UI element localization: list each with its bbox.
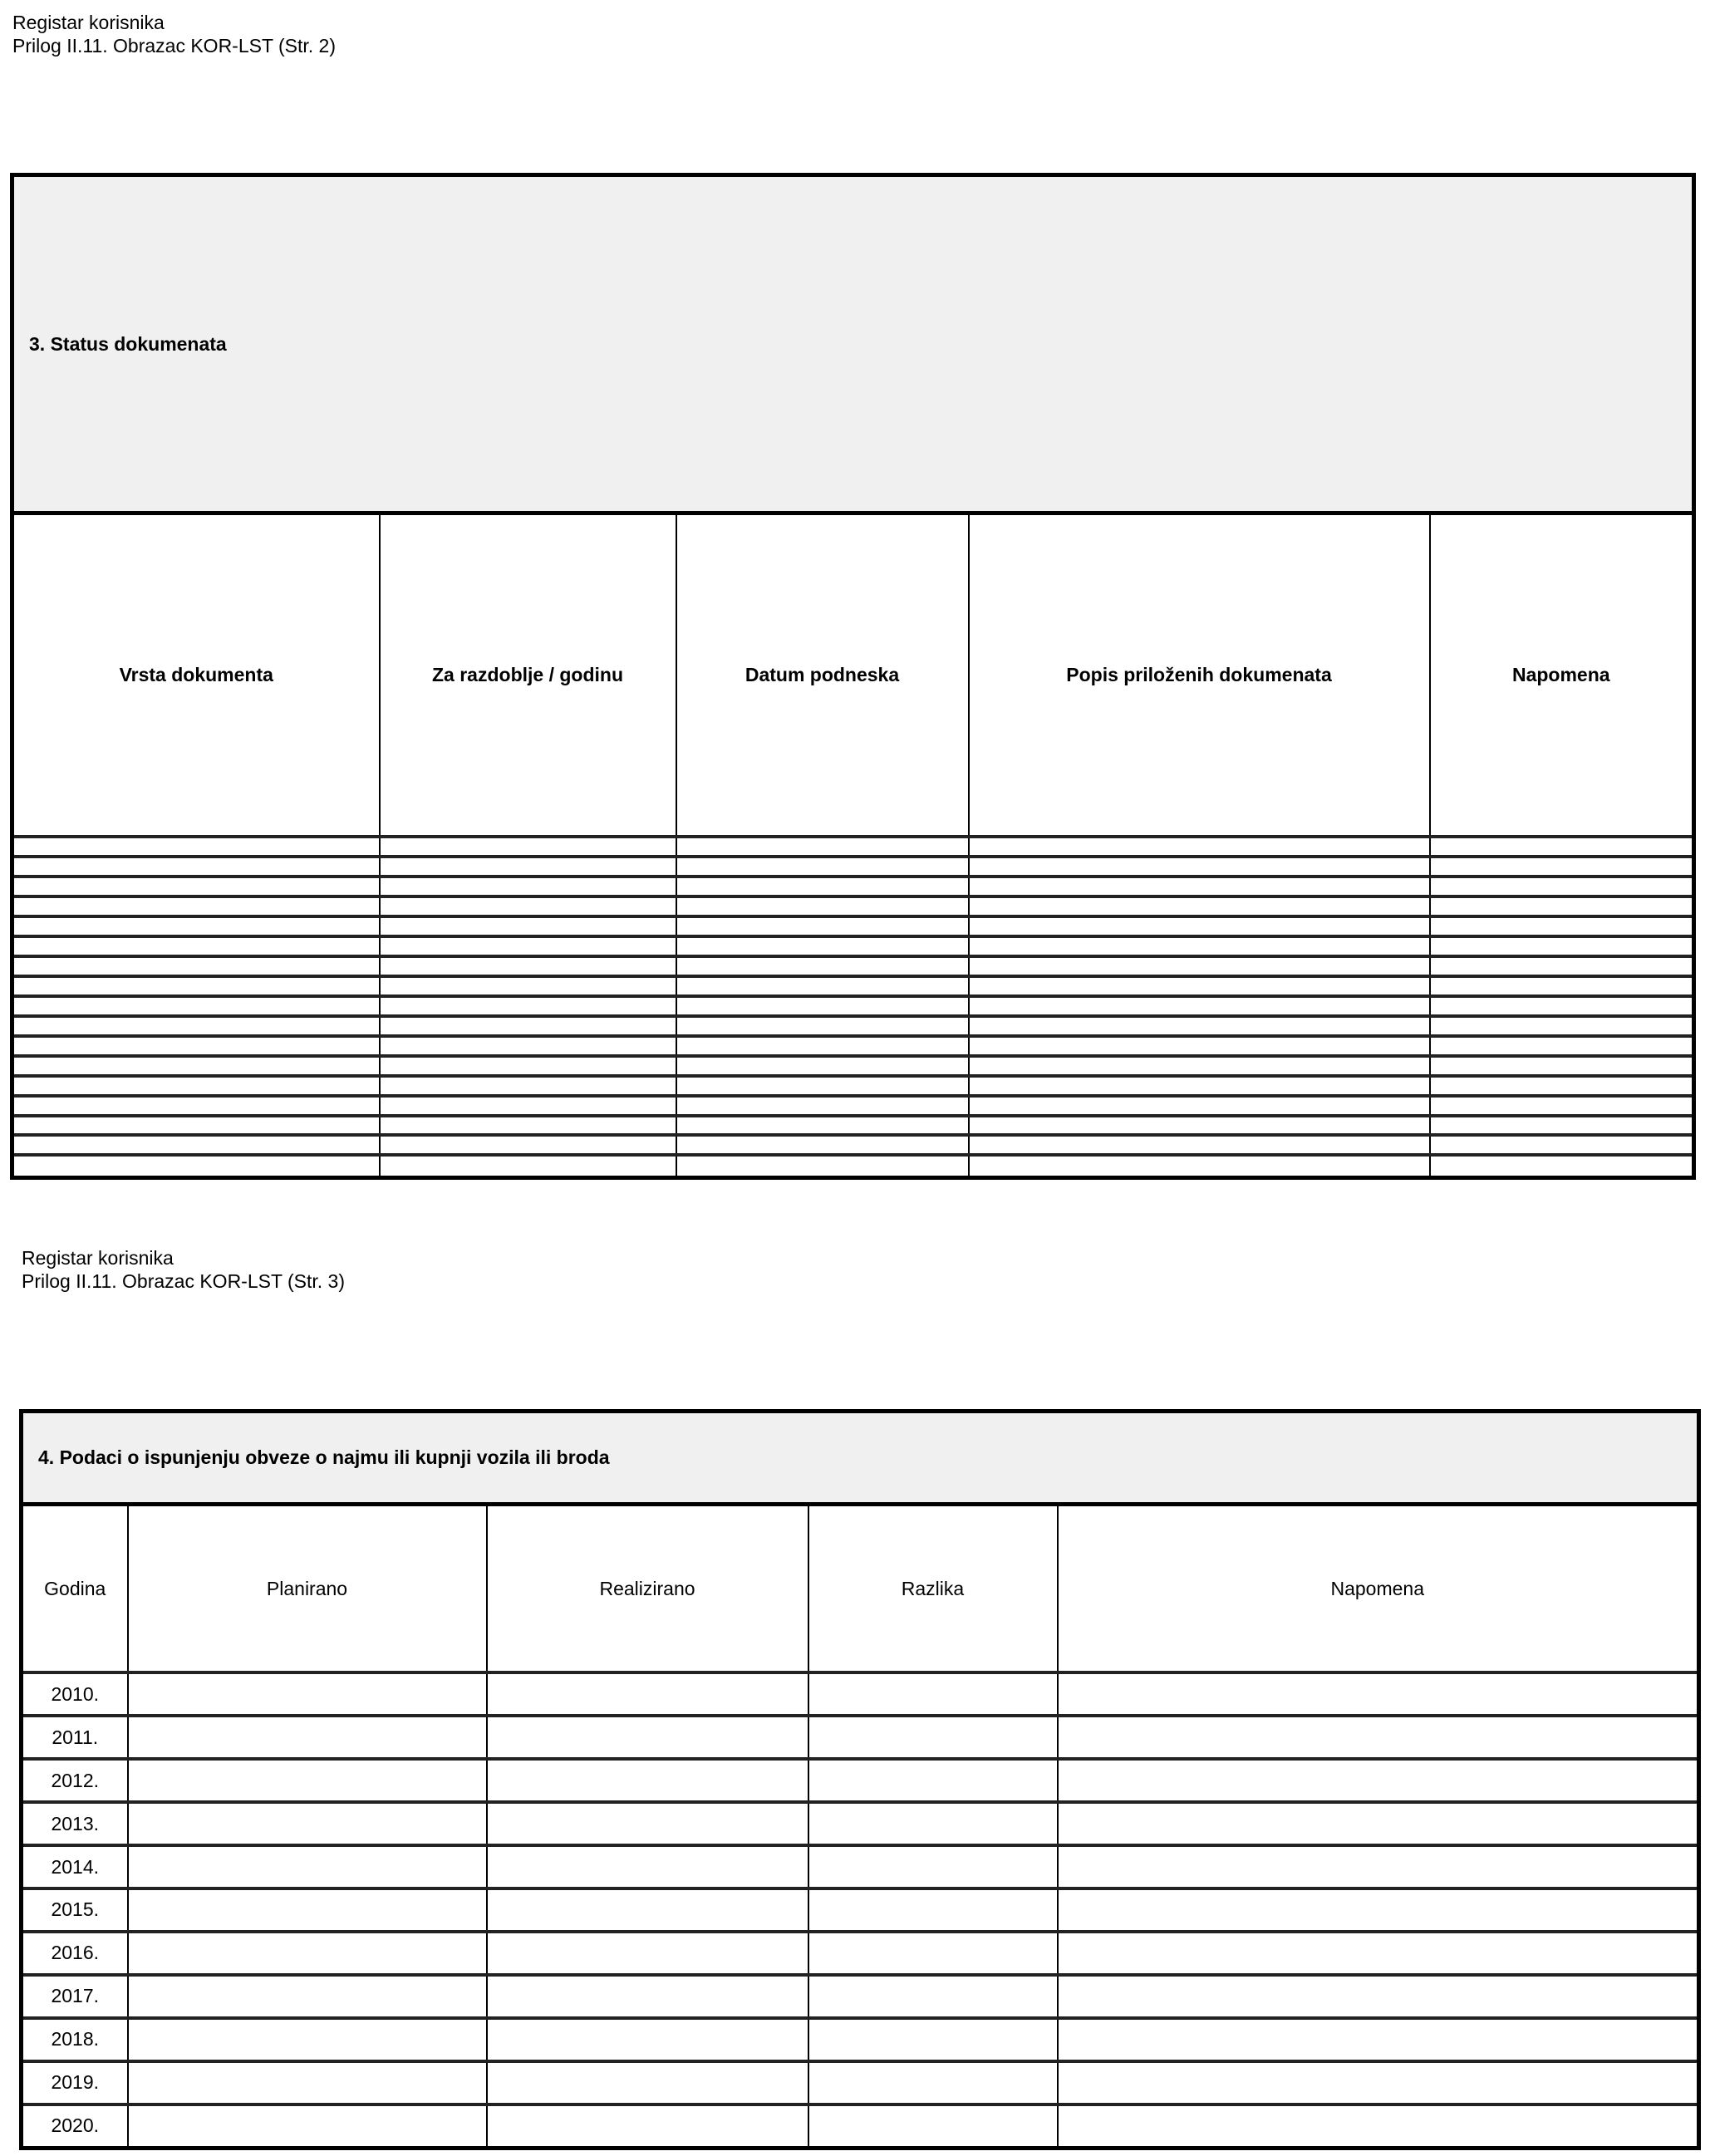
cell-popis-priloz-enih-dokumenata[interactable] [969,956,1430,976]
cell-planirano[interactable] [128,2061,487,2104]
register-label: Registar korisnika [12,12,165,33]
ispunjenje-obveze-table [19,1409,1701,2150]
cell-realizirano[interactable] [487,1759,808,1802]
table-row [22,1716,1699,1759]
cell-vrsta-dokumenta[interactable] [12,936,380,956]
table-row [22,2104,1699,2149]
cell-razlika[interactable] [808,1716,1058,1759]
cell-za-razdoblje-godinu[interactable] [380,1155,676,1177]
cell-vrsta-dokumenta[interactable] [12,916,380,936]
cell-planirano[interactable] [128,1759,487,1802]
cell-vrsta-dokumenta[interactable] [12,1056,380,1076]
cell-za-razdoblje-godinu[interactable] [380,996,676,1016]
cell-planirano[interactable] [128,1845,487,1888]
cell-popis-priloz-enih-dokumenata[interactable] [969,936,1430,956]
cell-napomena[interactable] [1430,1076,1694,1096]
register-label: Registar korisnika [22,1247,174,1269]
table-row [12,877,1694,896]
cell-vrsta-dokumenta[interactable] [12,1076,380,1096]
cell-popis-priloz-enih-dokumenata[interactable] [969,1135,1430,1155]
cell-razlika[interactable] [808,1802,1058,1845]
cell-popis-priloz-enih-dokumenata[interactable] [969,1016,1430,1036]
cell-napomena[interactable] [1058,2061,1699,2104]
cell-za-razdoblje-godinu[interactable] [380,857,676,877]
cell-za-razdoblje-godinu[interactable] [380,837,676,857]
cell-razlika[interactable] [808,1759,1058,1802]
cell-za-razdoblje-godinu[interactable] [380,1036,676,1056]
year-cell: 2016. [22,1932,128,1975]
section-title: 4. Podaci o ispunjenju obveze o najmu ili kupnji vozila ili broda [22,1412,1699,1505]
cell-popis-priloz-enih-dokumenata[interactable] [969,896,1430,916]
cell-popis-priloz-enih-dokumenata[interactable] [969,1036,1430,1056]
cell-za-razdoblje-godinu[interactable] [380,1096,676,1116]
cell-planirano[interactable] [128,1802,487,1845]
table-row [12,1016,1694,1036]
year-cell: 2012. [22,1759,128,1802]
cell-za-razdoblje-godinu[interactable] [380,1116,676,1136]
cell-razlika[interactable] [808,2061,1058,2104]
cell-napomena[interactable] [1430,877,1694,896]
cell-datum-podneska[interactable] [676,936,969,956]
table-row [12,956,1694,976]
table-row [12,837,1694,857]
column-header-popis-priloz-enih-dokumenata: Popis priloženih dokumenata [969,513,1430,837]
column-header-za-razdoblje-godinu: Za razdoblje / godinu [380,513,676,837]
cell-vrsta-dokumenta[interactable] [12,1135,380,1155]
column-header-razlika: Razlika [808,1505,1058,1673]
cell-popis-priloz-enih-dokumenata[interactable] [969,976,1430,996]
cell-vrsta-dokumenta[interactable] [12,1016,380,1036]
cell-razlika[interactable] [808,1845,1058,1888]
column-header-napomena: Napomena [1430,513,1694,837]
cell-datum-podneska[interactable] [676,1056,969,1076]
year-cell: 2013. [22,1802,128,1845]
cell-vrsta-dokumenta[interactable] [12,996,380,1016]
year-cell: 2020. [22,2104,128,2149]
cell-napomena[interactable] [1430,837,1694,857]
cell-popis-priloz-enih-dokumenata[interactable] [969,1096,1430,1116]
cell-popis-priloz-enih-dokumenata[interactable] [969,837,1430,857]
table-row [12,1155,1694,1177]
cell-realizirano[interactable] [487,2018,808,2061]
cell-napomena[interactable] [1058,1888,1699,1932]
cell-razlika[interactable] [808,2018,1058,2061]
cell-datum-podneska[interactable] [676,1155,969,1177]
cell-razlika[interactable] [808,1932,1058,1975]
cell-napomena[interactable] [1430,976,1694,996]
table-row [12,936,1694,956]
table-row [12,1116,1694,1136]
page-header-str3 [22,1246,345,1293]
column-header-vrsta-dokumenta: Vrsta dokumenta [12,513,380,837]
cell-datum-podneska[interactable] [676,1116,969,1136]
cell-vrsta-dokumenta[interactable] [12,1116,380,1136]
cell-za-razdoblje-godinu[interactable] [380,896,676,916]
cell-napomena[interactable] [1058,1975,1699,2018]
cell-realizirano[interactable] [487,1845,808,1888]
column-header-planirano: Planirano [128,1505,487,1673]
cell-napomena[interactable] [1058,1932,1699,1975]
table-row [12,896,1694,916]
cell-realizirano[interactable] [487,1888,808,1932]
cell-realizirano[interactable] [487,2061,808,2104]
cell-popis-priloz-enih-dokumenata[interactable] [969,916,1430,936]
table-row [22,2018,1699,2061]
table-row [22,2061,1699,2104]
cell-napomena[interactable] [1430,1036,1694,1056]
cell-datum-podneska[interactable] [676,976,969,996]
table-row [22,1975,1699,2018]
cell-napomena[interactable] [1058,1672,1699,1716]
table-row [22,1888,1699,1932]
cell-datum-podneska[interactable] [676,877,969,896]
cell-napomena[interactable] [1058,1845,1699,1888]
cell-planirano[interactable] [128,1975,487,2018]
cell-vrsta-dokumenta[interactable] [12,1096,380,1116]
status-dokumenata-table [10,173,1696,1180]
table-row [12,1135,1694,1155]
cell-napomena[interactable] [1430,916,1694,936]
cell-vrsta-dokumenta[interactable] [12,1155,380,1177]
cell-realizirano[interactable] [487,1802,808,1845]
cell-vrsta-dokumenta[interactable] [12,877,380,896]
cell-za-razdoblje-godinu[interactable] [380,976,676,996]
year-cell: 2017. [22,1975,128,2018]
cell-vrsta-dokumenta[interactable] [12,976,380,996]
cell-napomena[interactable] [1430,896,1694,916]
cell-datum-podneska[interactable] [676,996,969,1016]
cell-napomena[interactable] [1058,2104,1699,2149]
cell-napomena[interactable] [1430,996,1694,1016]
year-cell: 2014. [22,1845,128,1888]
cell-napomena[interactable] [1430,936,1694,956]
cell-datum-podneska[interactable] [676,1036,969,1056]
table-row [12,1036,1694,1056]
cell-realizirano[interactable] [487,1932,808,1975]
cell-popis-priloz-enih-dokumenata[interactable] [969,857,1430,877]
form-reference: Prilog II.11. Obrazac KOR-LST (Str. 3) [22,1270,346,1292]
cell-vrsta-dokumenta[interactable] [12,857,380,877]
year-cell: 2018. [22,2018,128,2061]
column-header-realizirano: Realizirano [487,1505,808,1673]
cell-planirano[interactable] [128,2018,487,2061]
cell-datum-podneska[interactable] [676,1076,969,1096]
cell-napomena[interactable] [1058,2018,1699,2061]
cell-napomena[interactable] [1430,956,1694,976]
cell-vrsta-dokumenta[interactable] [12,956,380,976]
cell-realizirano[interactable] [487,2104,808,2149]
cell-napomena[interactable] [1430,1155,1694,1177]
table-row [12,916,1694,936]
cell-napomena[interactable] [1058,1716,1699,1759]
section-title: 3. Status dokumenata [12,175,1694,513]
cell-razlika[interactable] [808,1888,1058,1932]
table-row [22,1759,1699,1802]
cell-za-razdoblje-godinu[interactable] [380,1056,676,1076]
cell-planirano[interactable] [128,2104,487,2149]
cell-datum-podneska[interactable] [676,896,969,916]
cell-razlika[interactable] [808,1672,1058,1716]
cell-planirano[interactable] [128,1716,487,1759]
cell-za-razdoblje-godinu[interactable] [380,1135,676,1155]
cell-napomena[interactable] [1430,1116,1694,1136]
cell-napomena[interactable] [1430,1096,1694,1116]
cell-razlika[interactable] [808,2104,1058,2149]
cell-vrsta-dokumenta[interactable] [12,896,380,916]
cell-realizirano[interactable] [487,1672,808,1716]
cell-za-razdoblje-godinu[interactable] [380,916,676,936]
cell-za-razdoblje-godinu[interactable] [380,956,676,976]
cell-vrsta-dokumenta[interactable] [12,1036,380,1056]
cell-za-razdoblje-godinu[interactable] [380,877,676,896]
table-row [12,857,1694,877]
cell-planirano[interactable] [128,1672,487,1716]
table-row [12,996,1694,1016]
form-reference: Prilog II.11. Obrazac KOR-LST (Str. 2) [12,35,337,56]
year-cell: 2010. [22,1672,128,1716]
cell-za-razdoblje-godinu[interactable] [380,1076,676,1096]
cell-za-razdoblje-godinu[interactable] [380,936,676,956]
cell-datum-podneska[interactable] [676,837,969,857]
cell-realizirano[interactable] [487,1975,808,2018]
cell-za-razdoblje-godinu[interactable] [380,1016,676,1036]
cell-planirano[interactable] [128,1932,487,1975]
cell-popis-priloz-enih-dokumenata[interactable] [969,1155,1430,1177]
table-row [22,1932,1699,1975]
cell-napomena[interactable] [1430,1135,1694,1155]
table-row [12,1096,1694,1116]
cell-datum-podneska[interactable] [676,1135,969,1155]
page-header-str2 [12,11,336,57]
table-row [12,1076,1694,1096]
cell-datum-podneska[interactable] [676,857,969,877]
cell-napomena[interactable] [1430,857,1694,877]
cell-planirano[interactable] [128,1888,487,1932]
cell-razlika[interactable] [808,1975,1058,2018]
table-row [12,1056,1694,1076]
table-row [12,976,1694,996]
year-cell: 2015. [22,1888,128,1932]
cell-napomena[interactable] [1058,1802,1699,1845]
cell-datum-podneska[interactable] [676,916,969,936]
cell-popis-priloz-enih-dokumenata[interactable] [969,1076,1430,1096]
table-row [22,1845,1699,1888]
cell-napomena[interactable] [1058,1759,1699,1802]
cell-popis-priloz-enih-dokumenata[interactable] [969,996,1430,1016]
year-cell: 2011. [22,1716,128,1759]
year-cell: 2019. [22,2061,128,2104]
cell-popis-priloz-enih-dokumenata[interactable] [969,877,1430,896]
column-header-napomena: Napomena [1058,1505,1699,1673]
column-header-godina: Godina [22,1505,128,1673]
cell-datum-podneska[interactable] [676,956,969,976]
cell-datum-podneska[interactable] [676,1096,969,1116]
cell-datum-podneska[interactable] [676,1016,969,1036]
cell-popis-priloz-enih-dokumenata[interactable] [969,1116,1430,1136]
cell-vrsta-dokumenta[interactable] [12,837,380,857]
cell-napomena[interactable] [1430,1056,1694,1076]
cell-realizirano[interactable] [487,1716,808,1759]
column-header-datum-podneska: Datum podneska [676,513,969,837]
cell-popis-priloz-enih-dokumenata[interactable] [969,1056,1430,1076]
table-row [22,1672,1699,1716]
cell-napomena[interactable] [1430,1016,1694,1036]
table-row [22,1802,1699,1845]
